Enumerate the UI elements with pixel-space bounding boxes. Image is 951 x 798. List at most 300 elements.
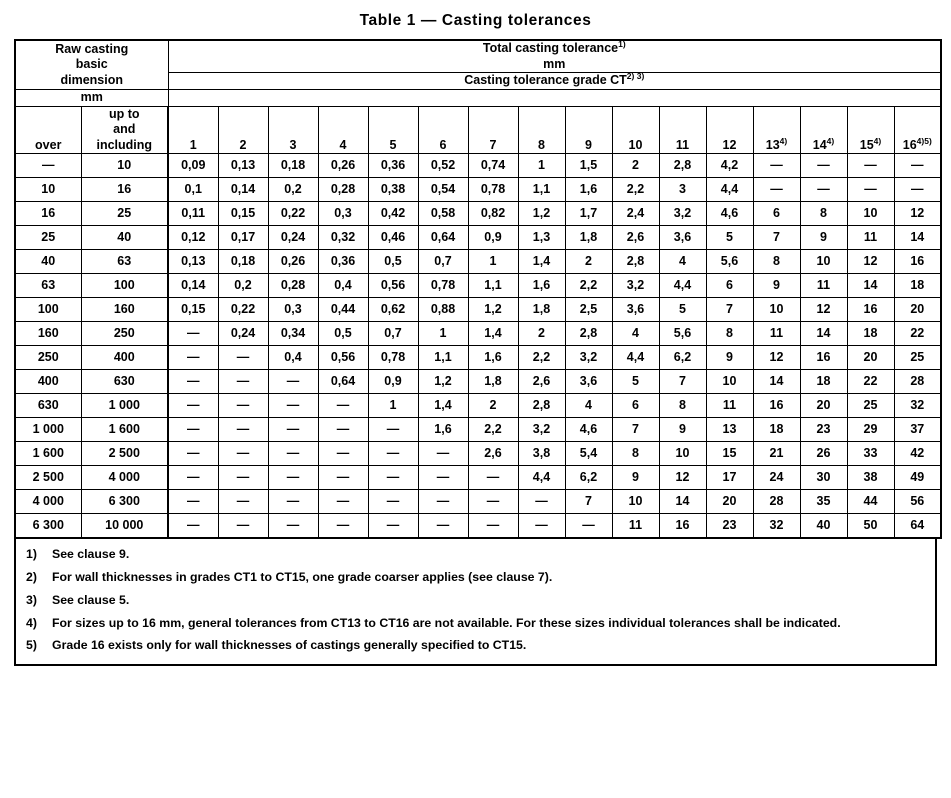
cell-tolerance-ct13: 18 bbox=[753, 418, 800, 442]
footnote-3-text: See clause 5. bbox=[52, 592, 130, 607]
cell-tolerance-ct1: 0,15 bbox=[168, 298, 218, 322]
cell-upto: 160 bbox=[81, 298, 168, 322]
footnote-4-text: For sizes up to 16 mm, general tolerances from CT13 to CT16 are not available. For these sizes individual tolerances shall be indicated. bbox=[52, 615, 841, 630]
cell-tolerance-ct10: 2,6 bbox=[612, 226, 659, 250]
cell-tolerance-ct15: 44 bbox=[847, 490, 894, 514]
cell-tolerance-ct4: 0,64 bbox=[318, 370, 368, 394]
cell-tolerance-ct15: 18 bbox=[847, 322, 894, 346]
cell-tolerance-ct6: 0,58 bbox=[418, 202, 468, 226]
cell-tolerance-ct3: 0,34 bbox=[268, 322, 318, 346]
cell-tolerance-ct15: — bbox=[847, 178, 894, 202]
table-row bbox=[15, 226, 941, 250]
cell-tolerance-ct14: 16 bbox=[800, 346, 847, 370]
table-row bbox=[15, 298, 941, 322]
cell-tolerance-ct13: 11 bbox=[753, 322, 800, 346]
cell-tolerance-ct5: 0,42 bbox=[368, 202, 418, 226]
cell-tolerance-ct2: — bbox=[218, 442, 268, 466]
table-body bbox=[15, 154, 941, 539]
cell-tolerance-ct6: 0,78 bbox=[418, 274, 468, 298]
cell-tolerance-ct11: 5 bbox=[659, 298, 706, 322]
table-row bbox=[15, 346, 941, 370]
cell-tolerance-ct11: 12 bbox=[659, 466, 706, 490]
cell-tolerance-ct13: 10 bbox=[753, 298, 800, 322]
cell-upto: 16 bbox=[81, 178, 168, 202]
footnote-4 bbox=[26, 616, 925, 631]
cell-upto: 250 bbox=[81, 322, 168, 346]
header-grade-1: 1 bbox=[168, 106, 218, 154]
cell-tolerance-ct4: — bbox=[318, 466, 368, 490]
header-grade-14: 14$^{4)}$ bbox=[800, 106, 847, 154]
cell-tolerance-ct8: 4,4 bbox=[518, 466, 565, 490]
cell-tolerance-ct13: 21 bbox=[753, 442, 800, 466]
cell-tolerance-ct11: 6,2 bbox=[659, 346, 706, 370]
cell-tolerance-ct15: 14 bbox=[847, 274, 894, 298]
cell-tolerance-ct1: — bbox=[168, 490, 218, 514]
footnote-3-index: 3) bbox=[26, 592, 37, 607]
cell-tolerance-ct10: 8 bbox=[612, 442, 659, 466]
cell-over: 63 bbox=[15, 274, 81, 298]
cell-tolerance-ct15: 33 bbox=[847, 442, 894, 466]
cell-tolerance-ct12: 4,6 bbox=[706, 202, 753, 226]
table-row bbox=[15, 394, 941, 418]
cell-tolerance-ct10: 4,4 bbox=[612, 346, 659, 370]
cell-tolerance-ct16: 32 bbox=[894, 394, 941, 418]
table-row bbox=[15, 178, 941, 202]
header-raw-casting bbox=[15, 40, 168, 89]
header-total-tolerance bbox=[168, 40, 941, 73]
cell-tolerance-ct1: 0,12 bbox=[168, 226, 218, 250]
footnote-4-index: 4) bbox=[26, 615, 37, 630]
cell-tolerance-ct8: 2,6 bbox=[518, 370, 565, 394]
footnote-1-index: 1) bbox=[26, 547, 37, 562]
cell-tolerance-ct2: — bbox=[218, 418, 268, 442]
cell-tolerance-ct13: 12 bbox=[753, 346, 800, 370]
header-grade-7: 7 bbox=[468, 106, 518, 154]
table-row bbox=[15, 274, 941, 298]
cell-tolerance-ct8: — bbox=[518, 514, 565, 539]
cell-tolerance-ct16: 28 bbox=[894, 370, 941, 394]
cell-tolerance-ct9: 3,6 bbox=[565, 370, 612, 394]
header-grade-5: 5 bbox=[368, 106, 418, 154]
cell-tolerance-ct16: 22 bbox=[894, 322, 941, 346]
cell-tolerance-ct5: — bbox=[368, 418, 418, 442]
cell-tolerance-ct15: 20 bbox=[847, 346, 894, 370]
cell-tolerance-ct3: — bbox=[268, 442, 318, 466]
table-row bbox=[15, 490, 941, 514]
cell-tolerance-ct15: — bbox=[847, 154, 894, 178]
cell-tolerance-ct4: — bbox=[318, 394, 368, 418]
cell-tolerance-ct14: 18 bbox=[800, 370, 847, 394]
cell-tolerance-ct10: 2 bbox=[612, 154, 659, 178]
footnote-5 bbox=[26, 638, 925, 653]
cell-tolerance-ct16: 37 bbox=[894, 418, 941, 442]
cell-tolerance-ct9: 2,5 bbox=[565, 298, 612, 322]
cell-tolerance-ct6: 0,52 bbox=[418, 154, 468, 178]
header-upto bbox=[81, 106, 168, 154]
table-row bbox=[15, 442, 941, 466]
header-upto-line2: and bbox=[113, 122, 136, 137]
cell-tolerance-ct3: 0,22 bbox=[268, 202, 318, 226]
cell-tolerance-ct1: — bbox=[168, 394, 218, 418]
cell-tolerance-ct6: — bbox=[418, 514, 468, 539]
cell-tolerance-ct4: — bbox=[318, 514, 368, 539]
cell-tolerance-ct14: 26 bbox=[800, 442, 847, 466]
cell-tolerance-ct6: 0,7 bbox=[418, 250, 468, 274]
cell-tolerance-ct10: 3,6 bbox=[612, 298, 659, 322]
table-row bbox=[15, 370, 941, 394]
cell-tolerance-ct1: 0,11 bbox=[168, 202, 218, 226]
cell-tolerance-ct7: 0,82 bbox=[468, 202, 518, 226]
cell-tolerance-ct11: 3,6 bbox=[659, 226, 706, 250]
cell-tolerance-ct11: 4 bbox=[659, 250, 706, 274]
header-raw-casting-line1: Raw casting bbox=[55, 41, 129, 56]
header-grade-2: 2 bbox=[218, 106, 268, 154]
cell-tolerance-ct7: — bbox=[468, 514, 518, 539]
cell-upto: 4 000 bbox=[81, 466, 168, 490]
cell-tolerance-ct1: — bbox=[168, 514, 218, 539]
table-row bbox=[15, 514, 941, 539]
cell-tolerance-ct12: 11 bbox=[706, 394, 753, 418]
cell-tolerance-ct1: — bbox=[168, 442, 218, 466]
table-row bbox=[15, 250, 941, 274]
footnote-5-index: 5) bbox=[26, 638, 37, 653]
cell-tolerance-ct8: 2,2 bbox=[518, 346, 565, 370]
cell-tolerance-ct4: — bbox=[318, 442, 368, 466]
cell-tolerance-ct16: 49 bbox=[894, 466, 941, 490]
cell-tolerance-ct10: 9 bbox=[612, 466, 659, 490]
cell-tolerance-ct16: 12 bbox=[894, 202, 941, 226]
cell-tolerance-ct14: 8 bbox=[800, 202, 847, 226]
cell-upto: 10 000 bbox=[81, 514, 168, 539]
header-grade-16: $16^{4)5)}$ bbox=[894, 106, 941, 154]
cell-tolerance-ct15: 25 bbox=[847, 394, 894, 418]
cell-tolerance-ct12: 13 bbox=[706, 418, 753, 442]
cell-tolerance-ct11: 16 bbox=[659, 514, 706, 539]
cell-upto: 630 bbox=[81, 370, 168, 394]
cell-tolerance-ct11: 14 bbox=[659, 490, 706, 514]
table-row bbox=[15, 322, 941, 346]
cell-tolerance-ct10: 2,8 bbox=[612, 250, 659, 274]
cell-tolerance-ct9: 7 bbox=[565, 490, 612, 514]
cell-tolerance-ct13: 28 bbox=[753, 490, 800, 514]
footnote-1 bbox=[26, 547, 925, 562]
cell-over: 250 bbox=[15, 346, 81, 370]
header-grade-15: 15$^{4)}$ bbox=[847, 106, 894, 154]
cell-over: 400 bbox=[15, 370, 81, 394]
cell-tolerance-ct7: 1,6 bbox=[468, 346, 518, 370]
cell-upto: 25 bbox=[81, 202, 168, 226]
cell-tolerance-ct7: 1,8 bbox=[468, 370, 518, 394]
cell-tolerance-ct5: 0,78 bbox=[368, 346, 418, 370]
cell-tolerance-ct11: 2,8 bbox=[659, 154, 706, 178]
cell-tolerance-ct2: 0,24 bbox=[218, 322, 268, 346]
cell-tolerance-ct13: 16 bbox=[753, 394, 800, 418]
cell-over: 16 bbox=[15, 202, 81, 226]
header-raw-unit: mm bbox=[15, 89, 168, 106]
cell-tolerance-ct9: 6,2 bbox=[565, 466, 612, 490]
cell-tolerance-ct2: — bbox=[218, 370, 268, 394]
cell-tolerance-ct14: — bbox=[800, 154, 847, 178]
cell-tolerance-ct10: 5 bbox=[612, 370, 659, 394]
cell-over: 2 500 bbox=[15, 466, 81, 490]
cell-tolerance-ct11: 7 bbox=[659, 370, 706, 394]
cell-over: 100 bbox=[15, 298, 81, 322]
cell-tolerance-ct16: — bbox=[894, 178, 941, 202]
table-row bbox=[15, 466, 941, 490]
cell-tolerance-ct9: 2,2 bbox=[565, 274, 612, 298]
cell-tolerance-ct12: 8 bbox=[706, 322, 753, 346]
cell-tolerance-ct3: — bbox=[268, 490, 318, 514]
table-row bbox=[15, 202, 941, 226]
cell-tolerance-ct8: 3,2 bbox=[518, 418, 565, 442]
cell-tolerance-ct13: 9 bbox=[753, 274, 800, 298]
cell-tolerance-ct5: 0,46 bbox=[368, 226, 418, 250]
cell-tolerance-ct14: 20 bbox=[800, 394, 847, 418]
footnote-ref-1: 1) bbox=[618, 38, 626, 49]
cell-tolerance-ct3: 0,26 bbox=[268, 250, 318, 274]
cell-tolerance-ct4: 0,4 bbox=[318, 274, 368, 298]
cell-tolerance-ct8: 1,1 bbox=[518, 178, 565, 202]
cell-tolerance-ct3: — bbox=[268, 394, 318, 418]
header-total-tolerance-unit: mm bbox=[543, 56, 566, 71]
cell-tolerance-ct4: 0,5 bbox=[318, 322, 368, 346]
cell-tolerance-ct8: — bbox=[518, 490, 565, 514]
header-grade-10: 10 bbox=[612, 106, 659, 154]
cell-tolerance-ct1: — bbox=[168, 418, 218, 442]
cell-tolerance-ct5: — bbox=[368, 442, 418, 466]
cell-tolerance-ct6: 1,1 bbox=[418, 346, 468, 370]
cell-tolerance-ct12: 4,2 bbox=[706, 154, 753, 178]
cell-tolerance-ct3: 0,28 bbox=[268, 274, 318, 298]
cell-tolerance-ct3: — bbox=[268, 370, 318, 394]
cell-tolerance-ct8: 2 bbox=[518, 322, 565, 346]
cell-tolerance-ct16: — bbox=[894, 154, 941, 178]
cell-tolerance-ct9: 2,8 bbox=[565, 322, 612, 346]
cell-tolerance-ct16: 64 bbox=[894, 514, 941, 539]
cell-tolerance-ct6: 1,4 bbox=[418, 394, 468, 418]
cell-over: 1 600 bbox=[15, 442, 81, 466]
cell-tolerance-ct6: — bbox=[418, 490, 468, 514]
cell-tolerance-ct16: 56 bbox=[894, 490, 941, 514]
cell-upto: 1 000 bbox=[81, 394, 168, 418]
header-grade bbox=[168, 73, 941, 90]
header-grade-4: 4 bbox=[318, 106, 368, 154]
cell-tolerance-ct7: 2,6 bbox=[468, 442, 518, 466]
cell-upto: 1 600 bbox=[81, 418, 168, 442]
cell-tolerance-ct9: 1,5 bbox=[565, 154, 612, 178]
footnote-5-text: Grade 16 exists only for wall thicknesses of castings generally specified to CT15. bbox=[52, 638, 527, 653]
cell-tolerance-ct13: 14 bbox=[753, 370, 800, 394]
cell-tolerance-ct14: 40 bbox=[800, 514, 847, 539]
table-header bbox=[15, 40, 941, 154]
cell-tolerance-ct5: 1 bbox=[368, 394, 418, 418]
cell-tolerance-ct4: 0,3 bbox=[318, 202, 368, 226]
cell-over: 1 000 bbox=[15, 418, 81, 442]
cell-tolerance-ct14: 11 bbox=[800, 274, 847, 298]
header-upto-line3: including bbox=[96, 137, 153, 152]
cell-tolerance-ct7: 1,2 bbox=[468, 298, 518, 322]
cell-tolerance-ct5: — bbox=[368, 514, 418, 539]
footnote-2-text: For wall thicknesses in grades CT1 to CT15, one grade coarser applies (see clause 7). bbox=[52, 570, 553, 585]
cell-tolerance-ct10: 4 bbox=[612, 322, 659, 346]
cell-tolerance-ct11: 10 bbox=[659, 442, 706, 466]
cell-tolerance-ct9: 5,4 bbox=[565, 442, 612, 466]
cell-tolerance-ct8: 1,6 bbox=[518, 274, 565, 298]
footnote-ref-23: 2) 3) bbox=[626, 71, 645, 82]
cell-tolerance-ct2: — bbox=[218, 394, 268, 418]
cell-tolerance-ct12: 6 bbox=[706, 274, 753, 298]
cell-tolerance-ct11: 3,2 bbox=[659, 202, 706, 226]
header-grade-spacer bbox=[168, 89, 941, 106]
cell-tolerance-ct16: 16 bbox=[894, 250, 941, 274]
cell-tolerance-ct15: 12 bbox=[847, 250, 894, 274]
cell-tolerance-ct6: 0,64 bbox=[418, 226, 468, 250]
cell-tolerance-ct3: 0,24 bbox=[268, 226, 318, 250]
cell-upto: 2 500 bbox=[81, 442, 168, 466]
header-grade-13: 13$^{4)}$ bbox=[753, 106, 800, 154]
cell-tolerance-ct2: — bbox=[218, 514, 268, 539]
header-grade-11: 11 bbox=[659, 106, 706, 154]
cell-tolerance-ct5: — bbox=[368, 490, 418, 514]
cell-tolerance-ct4: 0,44 bbox=[318, 298, 368, 322]
cell-tolerance-ct13: 6 bbox=[753, 202, 800, 226]
header-upto-line1: up to bbox=[108, 106, 140, 121]
cell-tolerance-ct15: 22 bbox=[847, 370, 894, 394]
cell-upto: 40 bbox=[81, 226, 168, 250]
cell-tolerance-ct10: 6 bbox=[612, 394, 659, 418]
cell-tolerance-ct4: 0,28 bbox=[318, 178, 368, 202]
cell-tolerance-ct13: — bbox=[753, 154, 800, 178]
cell-over: 10 bbox=[15, 178, 81, 202]
cell-tolerance-ct6: — bbox=[418, 466, 468, 490]
cell-tolerance-ct10: 10 bbox=[612, 490, 659, 514]
cell-tolerance-ct2: 0,22 bbox=[218, 298, 268, 322]
cell-tolerance-ct12: 15 bbox=[706, 442, 753, 466]
cell-tolerance-ct2: 0,17 bbox=[218, 226, 268, 250]
cell-tolerance-ct5: — bbox=[368, 466, 418, 490]
header-over: over bbox=[15, 106, 81, 154]
footnote-2-index: 2) bbox=[26, 570, 37, 585]
cell-over: — bbox=[15, 154, 81, 178]
footnote-1-text: See clause 9. bbox=[52, 547, 130, 562]
cell-tolerance-ct4: — bbox=[318, 418, 368, 442]
cell-tolerance-ct14: 23 bbox=[800, 418, 847, 442]
cell-tolerance-ct15: 50 bbox=[847, 514, 894, 539]
cell-tolerance-ct6: 1 bbox=[418, 322, 468, 346]
cell-tolerance-ct4: 0,56 bbox=[318, 346, 368, 370]
cell-tolerance-ct11: 8 bbox=[659, 394, 706, 418]
cell-tolerance-ct7: 0,74 bbox=[468, 154, 518, 178]
cell-tolerance-ct7: 0,9 bbox=[468, 226, 518, 250]
cell-tolerance-ct16: 20 bbox=[894, 298, 941, 322]
cell-tolerance-ct8: 1,8 bbox=[518, 298, 565, 322]
page-title: Table 1 — Casting tolerances bbox=[359, 12, 592, 29]
casting-tolerances-table bbox=[14, 39, 942, 539]
cell-tolerance-ct3: 0,4 bbox=[268, 346, 318, 370]
cell-tolerance-ct14: 14 bbox=[800, 322, 847, 346]
cell-tolerance-ct12: 17 bbox=[706, 466, 753, 490]
cell-tolerance-ct6: 0,54 bbox=[418, 178, 468, 202]
cell-over: 160 bbox=[15, 322, 81, 346]
cell-tolerance-ct1: 0,09 bbox=[168, 154, 218, 178]
cell-tolerance-ct14: 35 bbox=[800, 490, 847, 514]
cell-tolerance-ct14: 30 bbox=[800, 466, 847, 490]
cell-tolerance-ct1: 0,13 bbox=[168, 250, 218, 274]
cell-tolerance-ct14: — bbox=[800, 178, 847, 202]
cell-tolerance-ct9: 2 bbox=[565, 250, 612, 274]
cell-tolerance-ct6: 1,6 bbox=[418, 418, 468, 442]
cell-tolerance-ct5: 0,5 bbox=[368, 250, 418, 274]
table-row bbox=[15, 154, 941, 178]
cell-upto: 400 bbox=[81, 346, 168, 370]
cell-tolerance-ct13: — bbox=[753, 178, 800, 202]
cell-tolerance-ct8: 2,8 bbox=[518, 394, 565, 418]
cell-tolerance-ct7: — bbox=[468, 490, 518, 514]
cell-tolerance-ct1: — bbox=[168, 346, 218, 370]
cell-over: 6 300 bbox=[15, 514, 81, 539]
cell-tolerance-ct9: — bbox=[565, 514, 612, 539]
cell-tolerance-ct9: 1,6 bbox=[565, 178, 612, 202]
cell-tolerance-ct9: 1,7 bbox=[565, 202, 612, 226]
cell-tolerance-ct16: 14 bbox=[894, 226, 941, 250]
cell-tolerance-ct10: 2,4 bbox=[612, 202, 659, 226]
cell-over: 25 bbox=[15, 226, 81, 250]
cell-tolerance-ct15: 10 bbox=[847, 202, 894, 226]
cell-tolerance-ct7: 0,78 bbox=[468, 178, 518, 202]
cell-tolerance-ct7: 1,4 bbox=[468, 322, 518, 346]
cell-tolerance-ct3: — bbox=[268, 466, 318, 490]
cell-tolerance-ct16: 42 bbox=[894, 442, 941, 466]
cell-tolerance-ct8: 1 bbox=[518, 154, 565, 178]
cell-tolerance-ct12: 7 bbox=[706, 298, 753, 322]
cell-tolerance-ct8: 1,3 bbox=[518, 226, 565, 250]
cell-tolerance-ct2: — bbox=[218, 466, 268, 490]
cell-tolerance-ct5: 0,38 bbox=[368, 178, 418, 202]
cell-tolerance-ct7: 1 bbox=[468, 250, 518, 274]
cell-over: 4 000 bbox=[15, 490, 81, 514]
header-grade-9: 9 bbox=[565, 106, 612, 154]
cell-tolerance-ct4: 0,36 bbox=[318, 250, 368, 274]
page-root bbox=[0, 12, 951, 798]
cell-upto: 6 300 bbox=[81, 490, 168, 514]
cell-tolerance-ct13: 32 bbox=[753, 514, 800, 539]
cell-tolerance-ct3: 0,3 bbox=[268, 298, 318, 322]
cell-tolerance-ct4: 0,26 bbox=[318, 154, 368, 178]
cell-tolerance-ct12: 10 bbox=[706, 370, 753, 394]
cell-over: 630 bbox=[15, 394, 81, 418]
header-grade-8: 8 bbox=[518, 106, 565, 154]
cell-tolerance-ct1: 0,14 bbox=[168, 274, 218, 298]
cell-tolerance-ct14: 12 bbox=[800, 298, 847, 322]
cell-tolerance-ct11: 4,4 bbox=[659, 274, 706, 298]
table-row bbox=[15, 418, 941, 442]
header-grade-label: Casting tolerance grade CT bbox=[464, 73, 627, 88]
footnote-2 bbox=[26, 570, 925, 585]
cell-tolerance-ct8: 1,2 bbox=[518, 202, 565, 226]
cell-tolerance-ct15: 38 bbox=[847, 466, 894, 490]
cell-tolerance-ct6: 0,88 bbox=[418, 298, 468, 322]
footnote-3 bbox=[26, 593, 925, 608]
cell-upto: 100 bbox=[81, 274, 168, 298]
cell-tolerance-ct15: 29 bbox=[847, 418, 894, 442]
cell-tolerance-ct3: 0,18 bbox=[268, 154, 318, 178]
cell-tolerance-ct14: 10 bbox=[800, 250, 847, 274]
cell-tolerance-ct9: 4,6 bbox=[565, 418, 612, 442]
cell-tolerance-ct1: — bbox=[168, 370, 218, 394]
cell-tolerance-ct11: 5,6 bbox=[659, 322, 706, 346]
cell-over: 40 bbox=[15, 250, 81, 274]
cell-tolerance-ct10: 7 bbox=[612, 418, 659, 442]
